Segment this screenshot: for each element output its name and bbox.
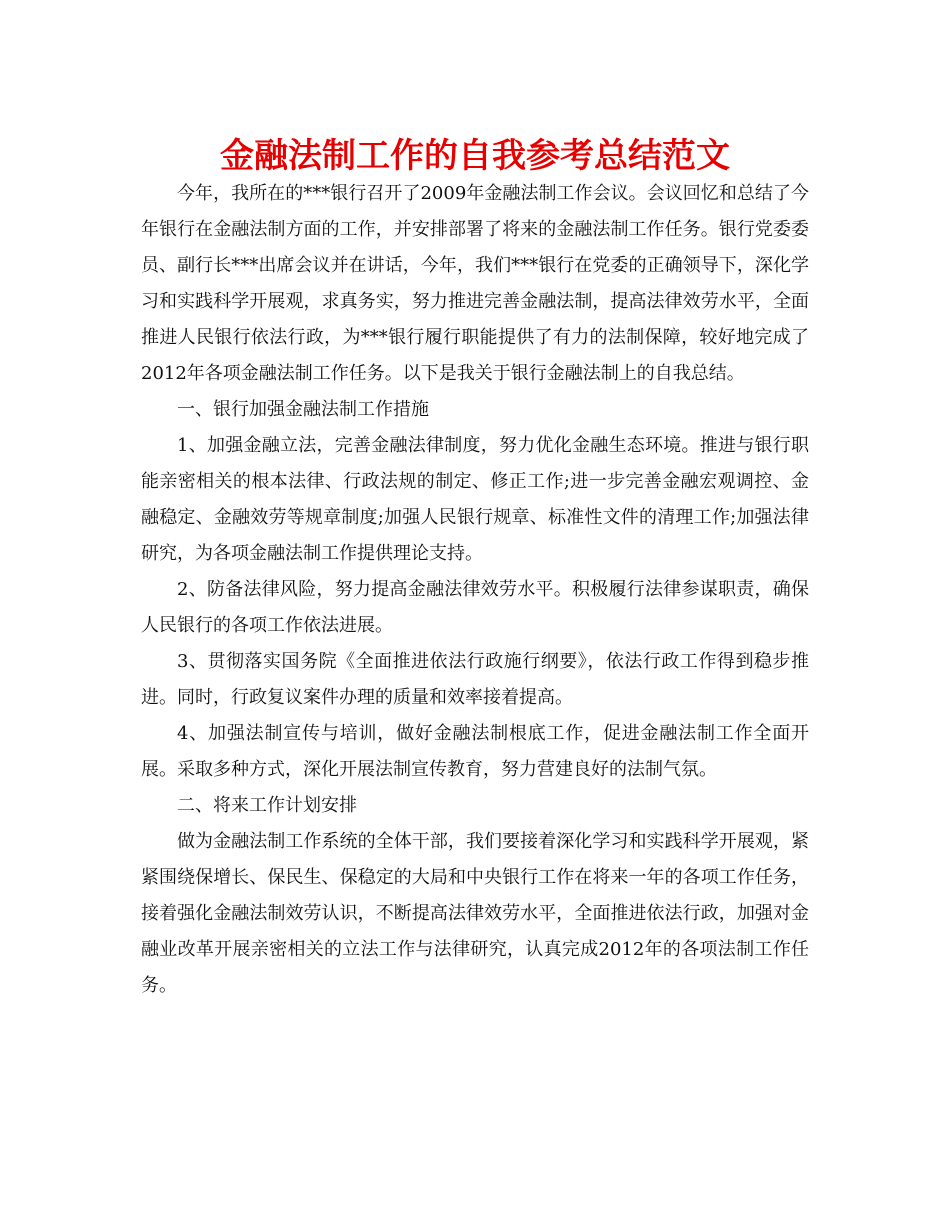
section-heading-plan: 二、将来工作计划安排 [177, 795, 357, 816]
paragraph-plan: 做为金融法制工作系统的全体干部，我们要接着深化学习和实践科学开展观，紧紧围绕保增长、保民生、保稳定的大局和中央银行工作在将来一年的各项工作任务，接着强化金融法制效劳认识，不断提高法律效劳水平，全面推进依法行政，加强对金融业改革开展亲密相关的立法工作与法律研究，认真完成2012年的各项法制工作任务。 [141, 831, 809, 996]
document-body [141, 176, 809, 1004]
paragraph-measure-1: 1、加强金融立法，完善金融法律制度，努力优化金融生态环境。推进与银行职能亲密相关的根本法律、行政法规的制定、修正工作;进一步完善金融宏观调控、金融稳定、金融效劳等规章制度;加强人民银行规章、标准性文件的清理工作;加强法律研究，为各项金融法制工作提供理论支持。 [141, 435, 809, 564]
paragraph-intro: 今年，我所在的***银行召开了2009年金融法制工作会议。会议回忆和总结了今年银行在金融法制方面的工作，并安排部署了将来的金融法制工作任务。银行党委委员、副行长***出席会议并在讲话，今年，我们***银行在党委的正确领导下，深化学习和实践科学开展观，求真务实，努力推进完善金融法制，提高法律效劳水平，全面推进人民银行依法行政，为***银行履行职能提供了有力的法制保障，较好地完成了2012年各项金融法制工作任务。以下是我关于银行金融法制上的自我总结。 [141, 183, 809, 384]
document-title: 金融法制工作的自我参考总结范文 [220, 136, 730, 176]
paragraph-measure-3: 3、贯彻落实国务院《全面推进依法行政施行纲要》，依法行政工作得到稳步推进。同时，行政复议案件办理的质量和效率接着提高。 [141, 651, 809, 708]
paragraph-measure-2: 2、防备法律风险，努力提高金融法律效劳水平。积极履行法律参谋职责，确保人民银行的各项工作依法进展。 [141, 579, 809, 636]
paragraph-measure-4: 4、加强法制宣传与培训，做好金融法制根底工作，促进金融法制工作全面开展。采取多种方式，深化开展法制宣传教育，努力营建良好的法制气氛。 [141, 723, 809, 780]
section-heading-measures: 一、银行加强金融法制工作措施 [177, 399, 429, 420]
